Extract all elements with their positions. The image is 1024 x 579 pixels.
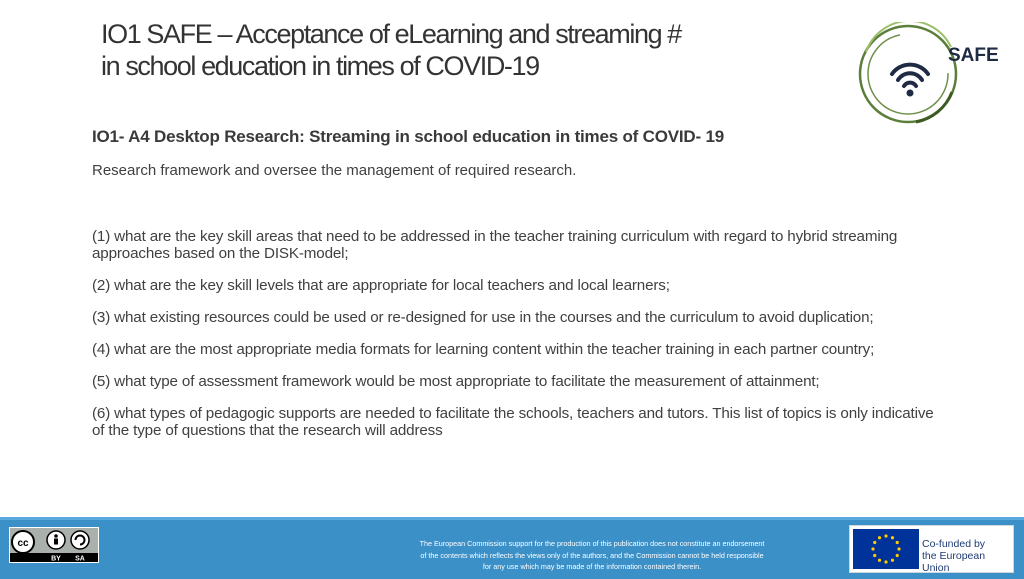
disclaimer-line: The European Commission support for the production of this publication does not constitute an endorsement (419, 539, 765, 548)
eu-cofunded-logo (849, 525, 1014, 573)
attribution-icon (47, 531, 65, 549)
cc-by-label: BY (51, 555, 61, 562)
wifi-icon (860, 22, 956, 122)
eu-star (873, 554, 876, 557)
eu-cofunded-line2: the European Union (922, 550, 986, 574)
eu-star (873, 541, 876, 544)
eu-star (884, 560, 887, 563)
question-item: (6) what types of pedagogic supports are needed to facilitate the schools, teachers and tutors. This list of topics is only indicative of the type of questions that the research will address (92, 405, 934, 439)
eu-star (891, 536, 894, 539)
eu-star (878, 559, 881, 562)
question-item: (2) what are the key skill levels that are appropriate for local teachers and local learners; (92, 277, 670, 294)
question-item: (4) what are the most appropriate media formats for learning content within the teacher training in each partner country; (92, 341, 875, 358)
cc-sa-label: SA (75, 555, 85, 562)
question-item: (5) what type of assessment framework would be most appropriate to facilitate the measurement of attainment; (92, 373, 820, 390)
eu-star (896, 541, 899, 544)
logo-text: SAFE (948, 45, 999, 66)
research-questions-list (92, 228, 942, 454)
section-subheading: IO1- A4 Desktop Research: Streaming in school education in times of COVID- 19 (92, 127, 725, 146)
eu-flag-icon (853, 529, 919, 569)
eu-disclaimer (360, 538, 824, 573)
question-item: (1) what are the key skill areas that need to be addressed in the teacher training curriculum with regard to hybrid streaming approaches based on the DISK-model; (92, 228, 898, 262)
disclaimer-line: of the contents which reflects the views only of the authors, and the Commission cannot be held responsible (420, 550, 764, 560)
disclaimer-line: for any use which may be made of the information contained therein. (482, 562, 702, 571)
eu-star (891, 559, 894, 562)
intro-text: Research framework and oversee the management of required research. (92, 162, 577, 179)
eu-cofunded-line1: Co-funded by (922, 538, 986, 550)
slide-title (101, 18, 831, 82)
eu-star (896, 554, 899, 557)
eu-star (884, 534, 887, 537)
svg-text:cc: cc (17, 538, 29, 549)
safe-logo (856, 22, 1006, 126)
question-item: (3) what existing resources could be used or re-designed for use in the courses and the curriculum to avoid duplication; (92, 309, 874, 326)
eu-star (878, 536, 881, 539)
share-alike-icon (71, 531, 89, 549)
eu-star (871, 547, 874, 550)
slide-title-line2: in school education in times of COVID-19 (101, 51, 539, 81)
cc-license-badge (9, 527, 99, 563)
eu-star (897, 547, 900, 550)
slide-title-line1: IO1 SAFE – Acceptance of eLearning and streaming # (101, 19, 681, 49)
cc-icon (12, 531, 34, 553)
